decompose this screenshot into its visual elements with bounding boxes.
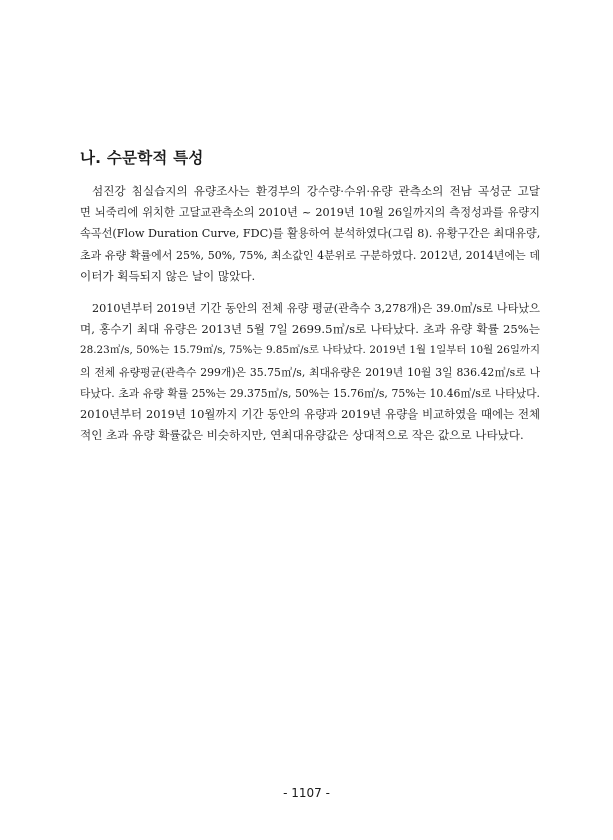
paragraph-line: 초과 유량 확률에서 25%, 50%, 75%, 최소값인 4분위로 구분하였다. 2012년, 2014년에는 데 xyxy=(80,248,540,262)
paragraph-line: 면 뇌죽리에 위치한 고달교관측소의 2010년 ~ 2019년 10월 26일까지의 측정성과를 유량지 xyxy=(80,206,540,220)
paragraph-line: 2010년부터 2019년 10월까지 기간 동안의 유량과 2019년 유량을 비교하였을 때에는 전체 xyxy=(80,406,540,421)
paragraph-line: 적인 초과 유량 확률값은 비슷하지만, 연최대유량값은 상대적으로 작은 값으로 나타났다. xyxy=(80,428,524,443)
paragraph-line: 의 전체 유량평균(관측수 299개)은 35.75㎥/s, 최대유량은 2019년 10월 3일 836.42㎥/s로 나 xyxy=(80,365,540,379)
paragraph-line: 며, 홍수기 최대 유량은 2013년 5월 7일 2699.5㎥/s로 나타났다. 초과 유량 확률 25%는 xyxy=(80,322,540,337)
paragraph-2 xyxy=(80,298,540,446)
paragraph-line: 타났다. 초과 유량 확률 25%는 29.375㎥/s, 50%는 15.76㎥/s, 75%는 10.46㎥/s로 나타났다. xyxy=(80,386,540,400)
paragraph-line: 2010년부터 2019년 기간 동안의 전체 유량 평균(관측수 3,278개)은 39.0㎥/s로 나타났으 xyxy=(92,302,540,315)
paragraph-line: 섬진강 침실습지의 유량조사는 환경부의 강수량·수위·유량 관측소의 전남 곡성군 고달 xyxy=(92,184,540,198)
section-heading: 나. 수문학적 특성 xyxy=(80,149,204,167)
paragraph-line: 속곡선(Flow Duration Curve, FDC)를 활용하여 분석하였다(그림 8). 유황구간은 최대유량, xyxy=(80,227,541,241)
paragraph-line: 28.23㎥/s, 50%는 15.79㎥/s, 75%는 9.85㎥/s로 나타났다. 2019년 1월 1일부터 10월 26일까지 xyxy=(80,344,540,357)
paragraph-1 xyxy=(80,181,540,287)
page-number: - 1107 - xyxy=(283,786,330,800)
paragraph-line: 이터가 획득되지 않은 날이 많았다. xyxy=(80,268,256,283)
